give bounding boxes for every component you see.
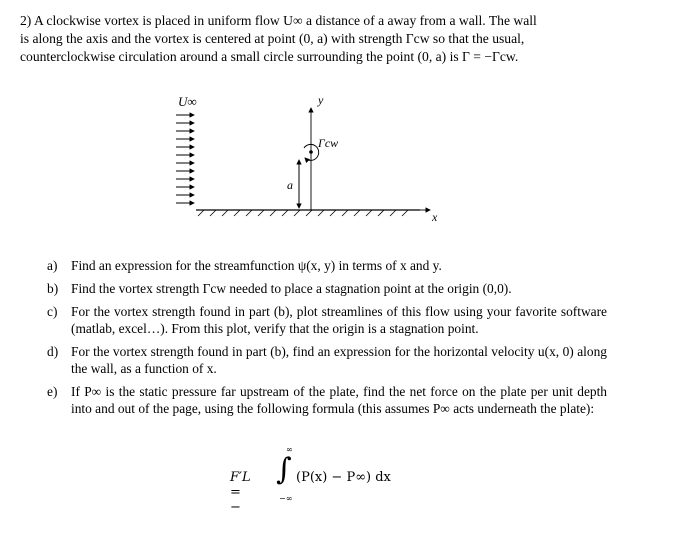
integral-sign: ∫: [276, 452, 292, 487]
formula-lhs: F′L = −: [230, 470, 251, 515]
part-b: [47, 280, 607, 297]
distance-label: a: [287, 178, 293, 192]
part-b-text: Find the vortex strength Γcw needed to place a stagnation point at the origin (0,0).: [71, 281, 512, 296]
intro-line-1: 2) A clockwise vortex is placed in uniform flow U∞ a distance of a away from a wall. The wall: [20, 13, 537, 28]
part-a-label: a): [47, 258, 58, 273]
part-c: [47, 303, 607, 337]
wall-hatching: [198, 210, 408, 216]
part-d: [47, 343, 607, 377]
part-c-label: c): [47, 304, 58, 319]
formula-integrand: (P(x) − P∞) dx: [296, 470, 391, 485]
part-e-text: If P∞ is the static pressure far upstream of the plate, find the net force on the plate per unit depth into and out of the page, using the following formula (this assumes P∞ acts underneath the plate):: [71, 384, 607, 416]
part-c-text: For the vortex strength found in part (b), plot streamlines of this flow using your favorite software (matlab, excel…). From this plot, verify that the origin is a stagnation point.: [71, 304, 607, 336]
part-d-text: For the vortex strength found in part (b), find an expression for the horizontal velocity u(x, 0) along the wall, as a function of x.: [71, 344, 607, 376]
part-a-text: Find an expression for the streamfunction ψ(x, y) in terms of x and y.: [71, 258, 442, 273]
free-stream-arrows: [176, 115, 194, 203]
part-b-label: b): [47, 281, 59, 296]
part-e: [47, 383, 607, 417]
y-axis-label: y: [318, 93, 324, 107]
x-axis-label: x: [432, 210, 438, 224]
intro-line-3: counterclockwise circulation around a small circle surrounding the point (0, a) is Γ = −Γcw.: [20, 49, 519, 64]
part-e-label: e): [47, 384, 58, 399]
integral-upper-limit: ∞: [286, 445, 293, 454]
question-parts: [47, 257, 607, 423]
intro-line-2: is along the axis and the vortex is centered at point (0, a) with strength Γcw so that the usual,: [20, 31, 525, 46]
wall: [196, 210, 430, 216]
vortex-strength-label: Γcw: [318, 136, 339, 150]
free-stream-label: U∞: [178, 94, 197, 109]
part-a: [47, 257, 607, 274]
integral-lower-limit: −∞: [279, 494, 293, 503]
part-d-label: d): [47, 344, 59, 359]
